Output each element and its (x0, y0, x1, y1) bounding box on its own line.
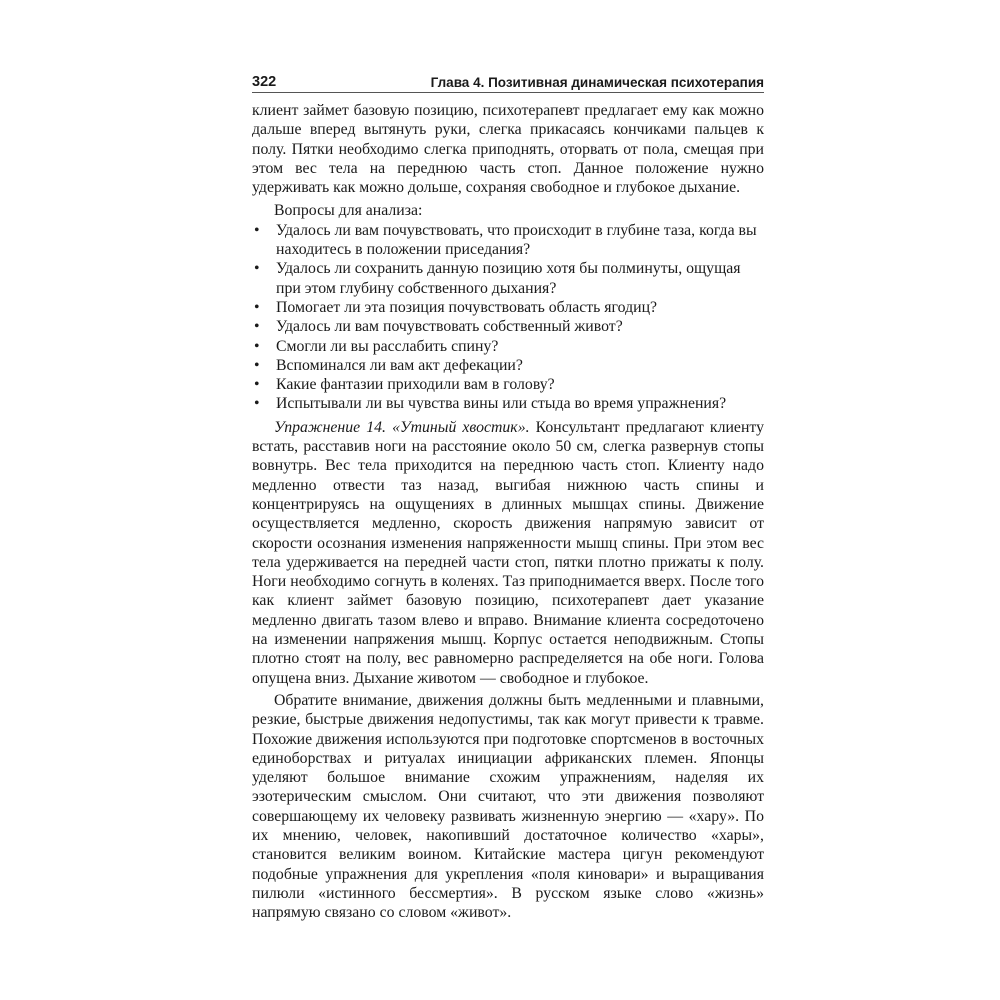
list-item: • Смогли ли вы расслабить спину? (252, 337, 764, 356)
book-page (252, 62, 764, 922)
questions-list (252, 221, 764, 414)
exercise-title: Упражнение 14. «Утиный хвостик». (274, 418, 530, 436)
exercise-paragraph (252, 418, 764, 688)
page-number: 322 (252, 74, 277, 90)
list-item: • Вспоминался ли вам акт дефекации? (252, 356, 764, 375)
list-item: • Удалось ли вам почувствовать собственный живот? (252, 317, 764, 336)
list-item: • Помогает ли эта позиция почувствовать область ягодиц? (252, 298, 764, 317)
running-header (252, 62, 764, 93)
paragraph-continuation: клиент займет базовую позицию, психотерапевт предлагает ему как можно дальше вперед вытянуть руки, слегка прикасаясь кончиками пальцев к полу. Пятки необходимо слегка приподнять, оторвать от пола, смещая при этом вес тела на переднюю часть стоп. Данное положение нужно удерживать как можно дольше, сохраняя свободное и глубокое дыхание. (252, 102, 764, 197)
list-item: • Какие фантазии приходили вам в голову? (252, 375, 764, 394)
questions-heading: Вопросы для анализа: (274, 202, 423, 220)
paragraph-final: Обратите внимание, движения должны быть медленными и плавными, резкие, быстрые движения недопустимы, так как могут привести к травме. Похожие движения используются при подготовке спортсменов в восточных единоборствах и ритуалах инициации африканских племен. Японцы уделяют большое внимание схожим упражнениям, наделяя их эзотерическим смыслом. Они считают, что эти движения позволяют совершающему их человеку развивать жизненную энергию — «хару». По их мнению, человек, накопивший достаточное количество «хары», становится великим воином. Китайские мастера цигун рекомендуют подобные упражнения для укрепления «поля киновари» и выращивания пилюли «истинного бессмертия». В русском языке слово «жизнь» напрямую связано со словом «живот». (252, 691, 764, 922)
chapter-title: Глава 4. Позитивная динамическая психотерапия (430, 75, 764, 90)
exercise-body: Консультант предлагают клиенту встать, расставив ноги на расстояние около 50 см, слегка развернув стопы вовнутрь. Вес тела приходится на переднюю часть стоп. Клиенту надо медленно отвести таз назад, выгибая нижнюю часть спины и концентрируясь на ощущениях в длинных мышцах спины. Движение осуществляется медленно, скорость движения напрямую зависит от скорости осознания изменения напряженности мышц спины. При этом вес тела удерживается на передней части стоп, пятки плотно прижаты к полу. Ноги необходимо согнуть в коленях. Таз приподнимается вверх. После того как клиент займет базовую позицию, психотерапевт дает указание медленно двигать тазом влево и вправо. Внимание клиента сосредоточено на изменении напряжения мышц. Корпус остается неподвижным. Стопы плотно стоят на полу, вес равномерно распределяется на обе ноги. Голова опущена вниз. Дыхание животом — свободное и глубокое. (252, 418, 764, 687)
list-item: • Испытывали ли вы чувства вины или стыда во время упражнения? (252, 394, 764, 413)
page-body (252, 101, 764, 922)
list-item: • Удалось ли вам почувствовать, что происходит в глубине таза, когда вы находитесь в положении приседания? (252, 221, 764, 260)
list-item: • Удалось ли сохранить данную позицию хотя бы полминуты, ощущая при этом глубину собственного дыхания? (252, 259, 764, 298)
